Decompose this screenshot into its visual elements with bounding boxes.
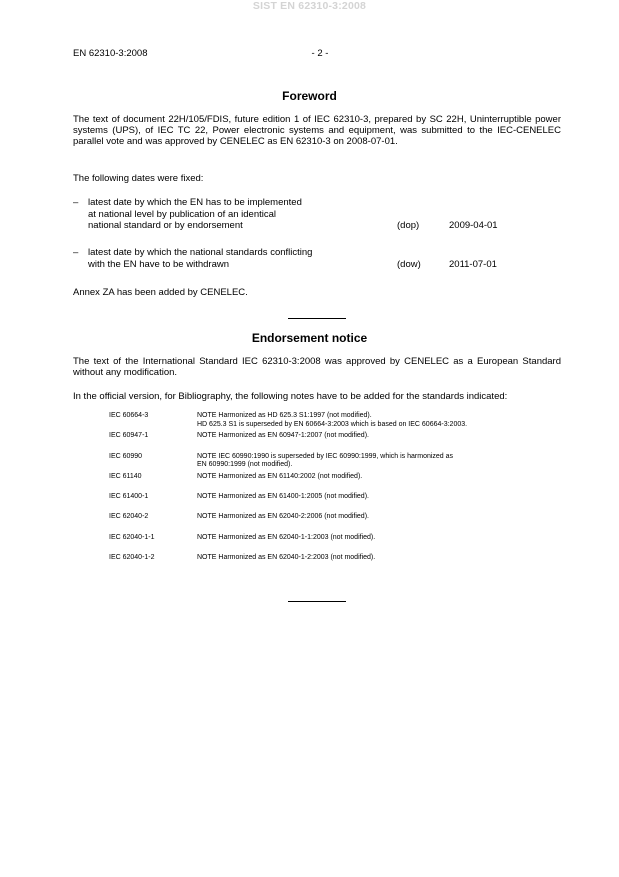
date-item-line: national standard or by endorsement: [88, 220, 243, 231]
note-row: [109, 554, 549, 574]
standard-ref: IEC 62040-2: [109, 513, 149, 521]
date-value: 2009-04-01: [449, 220, 498, 231]
annex-note: Annex ZA has been added by CENELEC.: [73, 287, 248, 298]
bibliography-intro: In the official version, for Bibliography, the following notes have to be added for the standards indicated:: [73, 391, 508, 402]
note-text: NOTE IEC 60990:1990 is superseded by IEC 60990:1999, which is harmonized as: [197, 452, 454, 460]
endorsement-heading: Endorsement notice: [251, 331, 368, 345]
end-divider: [288, 601, 346, 602]
standard-ref: IEC 62040-1-2: [109, 554, 155, 562]
standard-ref: IEC 60947-1: [109, 432, 149, 440]
note-text-cont: HD 625.3 S1 is superseded by EN 60664-3:2003 which is based on IEC 60664-3:2003.: [197, 420, 468, 428]
date-code: (dop): [397, 220, 420, 231]
endorsement-paragraph: The text of the International Standard IEC 62310-3:2008 was approved by CENELEC as a European Standard without any modification.: [73, 356, 561, 378]
date-code: (dow): [397, 259, 421, 270]
bullet: –: [73, 197, 79, 208]
note-text: NOTE Harmonized as EN 62040-1-1:2003 (not modified).: [197, 533, 376, 541]
note-text: NOTE Harmonized as EN 62040-2:2006 (not modified).: [197, 513, 369, 521]
note-row: [109, 453, 549, 473]
standard-ref: IEC 61140: [109, 472, 142, 480]
section-divider: [288, 318, 346, 319]
foreword-paragraph: The text of document 22H/105/FDIS, future edition 1 of IEC 62310-3, prepared by SC 22H, Uninterruptible power systems (UPS), of IEC TC 22, Power electronic systems and equipment, was submitted to the IEC-CENELEC parallel vote and was approved by CENELEC as EN 62310-3 on 2008-07-01.: [73, 114, 561, 147]
note-row: [109, 534, 549, 554]
bibliography-notes: [109, 412, 549, 574]
note-text: NOTE Harmonized as EN 61400-1:2005 (not modified).: [197, 493, 369, 501]
standard-ref: IEC 62040-1-1: [109, 533, 155, 541]
note-text: NOTE Harmonized as EN 60947-1:2007 (not modified).: [197, 432, 369, 440]
note-row: [109, 493, 549, 513]
watermark: SIST EN 62310-3:2008: [252, 0, 367, 12]
date-item-line: with the EN have to be withdrawn: [88, 258, 229, 270]
date-item-line: at national level by publication of an identical: [88, 208, 277, 220]
dates-intro: The following dates were fixed:: [73, 173, 204, 184]
note-row: [109, 432, 549, 452]
standard-ref: IEC 60990: [109, 452, 143, 460]
document-id: EN 62310-3:2008: [73, 48, 148, 59]
date-item-line: latest date by which the national standards conflicting: [88, 247, 313, 258]
bullet: –: [73, 247, 79, 258]
note-row: [109, 513, 549, 533]
note-row: [109, 473, 549, 493]
date-item-line: latest date by which the EN has to be implemented: [88, 197, 302, 208]
note-text: NOTE Harmonized as HD 625.3 S1:1997 (not modified).: [197, 412, 372, 419]
note-text: NOTE Harmonized as EN 62040-1-2:2003 (not modified).: [197, 554, 376, 562]
standard-ref: IEC 61400-1: [109, 493, 149, 501]
note-text-cont: EN 60990:1999 (not modified).: [197, 461, 293, 469]
foreword-heading: Foreword: [282, 89, 337, 103]
date-value: 2011-07-01: [449, 259, 497, 270]
page-number: - 2 -: [311, 48, 329, 59]
standard-ref: IEC 60664-3: [109, 412, 149, 419]
note-text: NOTE Harmonized as EN 61140:2002 (not modified).: [197, 472, 363, 480]
note-row: [109, 412, 549, 432]
